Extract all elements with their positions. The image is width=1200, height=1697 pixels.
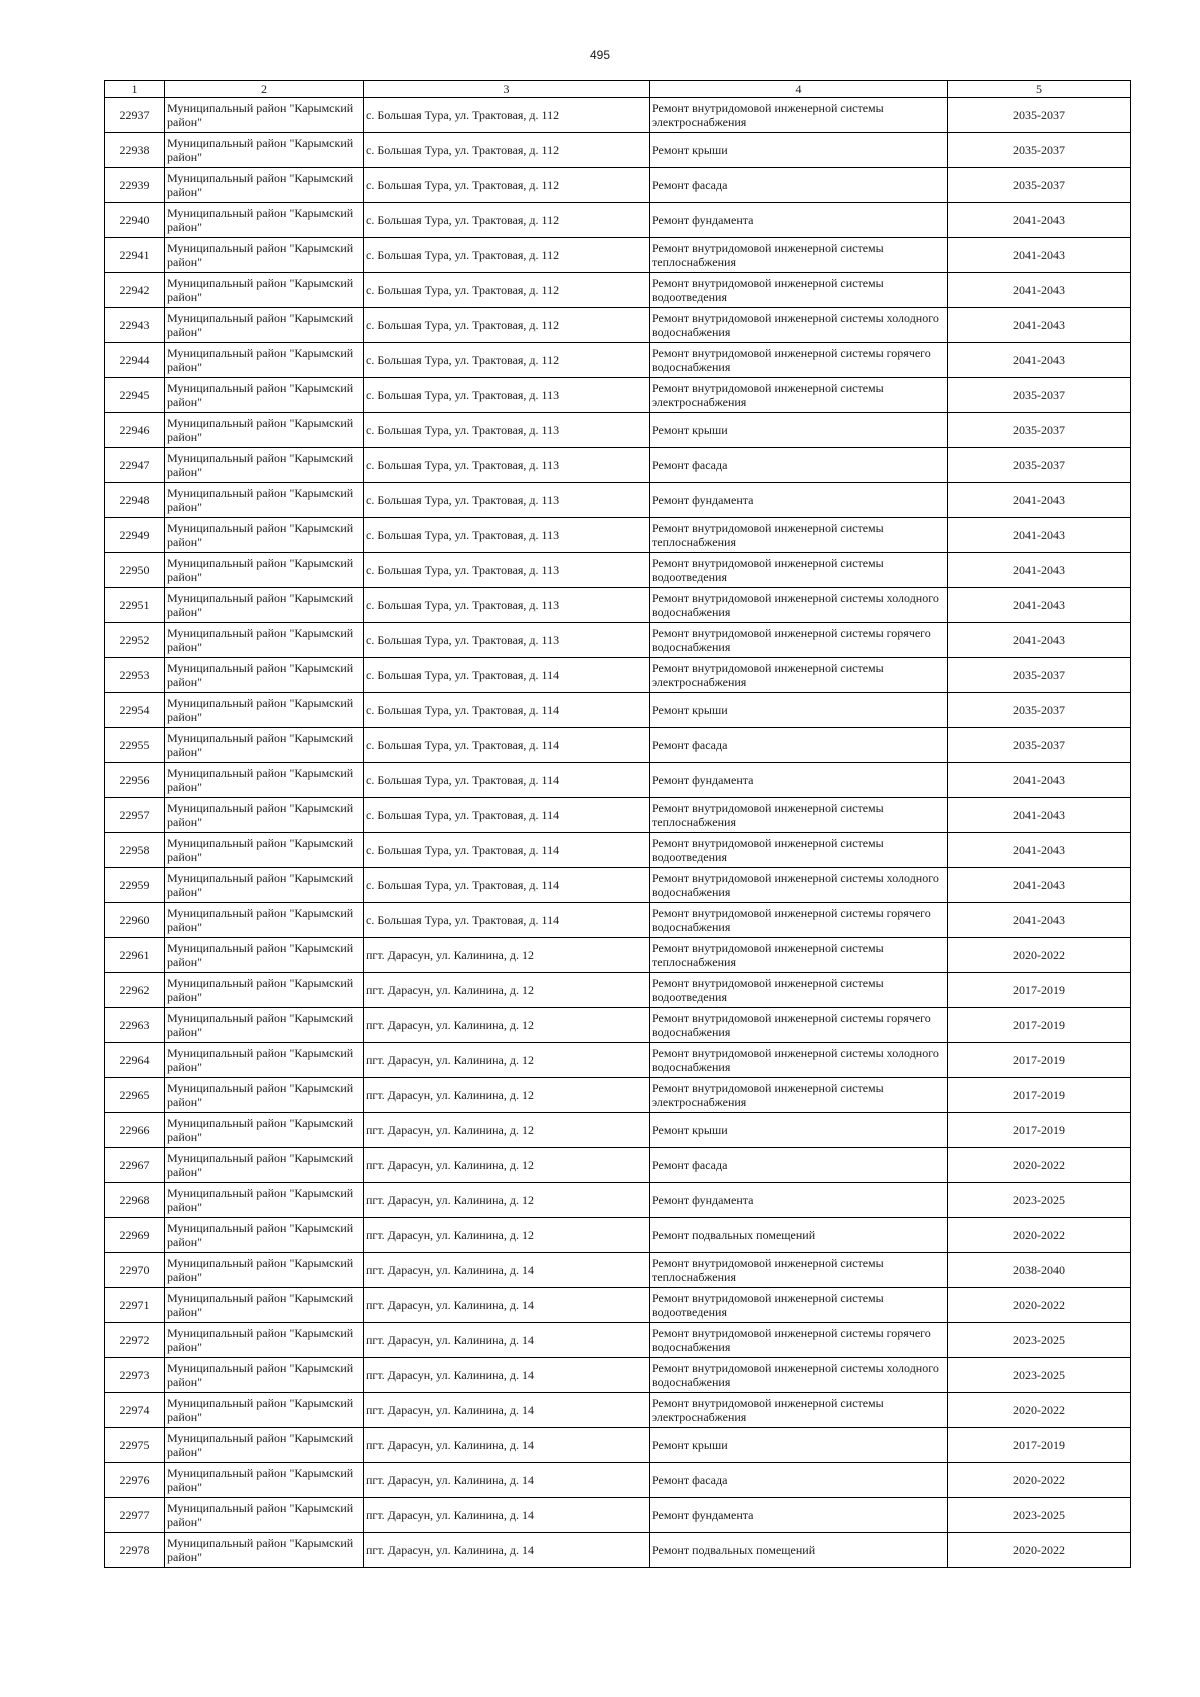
address-cell: пгт. Дарасун, ул. Калинина, д. 12 bbox=[364, 1148, 650, 1183]
district-cell: Муниципальный район "Карымский район" bbox=[165, 973, 364, 1008]
district-cell: Муниципальный район "Карымский район" bbox=[165, 98, 364, 133]
table-row bbox=[105, 693, 1131, 728]
district-cell: Муниципальный район "Карымский район" bbox=[165, 1148, 364, 1183]
table-row bbox=[105, 903, 1131, 938]
district-cell: Муниципальный район "Карымский район" bbox=[165, 203, 364, 238]
row-number: 22978 bbox=[105, 1533, 165, 1568]
work-type-cell: Ремонт фундамента bbox=[650, 1498, 948, 1533]
address-cell: пгт. Дарасун, ул. Калинина, д. 14 bbox=[364, 1428, 650, 1463]
work-type-cell: Ремонт внутридомовой инженерной системы горячего водоснабжения bbox=[650, 623, 948, 658]
table-row bbox=[105, 203, 1131, 238]
work-type-cell: Ремонт внутридомовой инженерной системы холодного водоснабжения bbox=[650, 1043, 948, 1078]
period-cell: 2035-2037 bbox=[948, 448, 1131, 483]
period-cell: 2023-2025 bbox=[948, 1183, 1131, 1218]
period-cell: 2041-2043 bbox=[948, 238, 1131, 273]
work-type-cell: Ремонт внутридомовой инженерной системы электроснабжения bbox=[650, 1393, 948, 1428]
district-cell: Муниципальный район "Карымский район" bbox=[165, 798, 364, 833]
district-cell: Муниципальный район "Карымский район" bbox=[165, 903, 364, 938]
table-row bbox=[105, 1183, 1131, 1218]
district-cell: Муниципальный район "Карымский район" bbox=[165, 868, 364, 903]
district-cell: Муниципальный район "Карымский район" bbox=[165, 518, 364, 553]
period-cell: 2041-2043 bbox=[948, 588, 1131, 623]
table-row bbox=[105, 1218, 1131, 1253]
work-type-cell: Ремонт внутридомовой инженерной системы теплоснабжения bbox=[650, 518, 948, 553]
work-type-cell: Ремонт фасада bbox=[650, 1463, 948, 1498]
table-row bbox=[105, 308, 1131, 343]
table-row bbox=[105, 588, 1131, 623]
address-cell: с. Большая Тура, ул. Трактовая, д. 112 bbox=[364, 273, 650, 308]
column-header: 3 bbox=[364, 81, 650, 98]
row-number: 22945 bbox=[105, 378, 165, 413]
row-number: 22968 bbox=[105, 1183, 165, 1218]
work-type-cell: Ремонт внутридомовой инженерной системы холодного водоснабжения bbox=[650, 308, 948, 343]
district-cell: Муниципальный район "Карымский район" bbox=[165, 133, 364, 168]
work-type-cell: Ремонт внутридомовой инженерной системы водоотведения bbox=[650, 553, 948, 588]
address-cell: пгт. Дарасун, ул. Калинина, д. 14 bbox=[364, 1498, 650, 1533]
period-cell: 2035-2037 bbox=[948, 133, 1131, 168]
row-number: 22949 bbox=[105, 518, 165, 553]
period-cell: 2020-2022 bbox=[948, 1463, 1131, 1498]
district-cell: Муниципальный район "Карымский район" bbox=[165, 1533, 364, 1568]
row-number: 22950 bbox=[105, 553, 165, 588]
period-cell: 2017-2019 bbox=[948, 1428, 1131, 1463]
table-row bbox=[105, 833, 1131, 868]
row-number: 22972 bbox=[105, 1323, 165, 1358]
period-cell: 2020-2022 bbox=[948, 1218, 1131, 1253]
row-number: 22961 bbox=[105, 938, 165, 973]
district-cell: Муниципальный район "Карымский район" bbox=[165, 238, 364, 273]
district-cell: Муниципальный район "Карымский район" bbox=[165, 448, 364, 483]
address-cell: с. Большая Тура, ул. Трактовая, д. 112 bbox=[364, 98, 650, 133]
column-header: 2 bbox=[165, 81, 364, 98]
period-cell: 2023-2025 bbox=[948, 1323, 1131, 1358]
period-cell: 2020-2022 bbox=[948, 938, 1131, 973]
row-number: 22970 bbox=[105, 1253, 165, 1288]
period-cell: 2020-2022 bbox=[948, 1393, 1131, 1428]
district-cell: Муниципальный район "Карымский район" bbox=[165, 833, 364, 868]
work-type-cell: Ремонт внутридомовой инженерной системы горячего водоснабжения bbox=[650, 1323, 948, 1358]
row-number: 22971 bbox=[105, 1288, 165, 1323]
row-number: 22965 bbox=[105, 1078, 165, 1113]
period-cell: 2023-2025 bbox=[948, 1498, 1131, 1533]
address-cell: пгт. Дарасун, ул. Калинина, д. 14 bbox=[364, 1533, 650, 1568]
district-cell: Муниципальный район "Карымский район" bbox=[165, 728, 364, 763]
work-type-cell: Ремонт внутридомовой инженерной системы теплоснабжения bbox=[650, 238, 948, 273]
registry-table bbox=[104, 80, 1131, 1568]
table-row bbox=[105, 1323, 1131, 1358]
period-cell: 2041-2043 bbox=[948, 273, 1131, 308]
table-row bbox=[105, 1008, 1131, 1043]
period-cell: 2041-2043 bbox=[948, 623, 1131, 658]
work-type-cell: Ремонт крыши bbox=[650, 1428, 948, 1463]
work-type-cell: Ремонт подвальных помещений bbox=[650, 1218, 948, 1253]
district-cell: Муниципальный район "Карымский район" bbox=[165, 343, 364, 378]
address-cell: с. Большая Тура, ул. Трактовая, д. 114 bbox=[364, 658, 650, 693]
row-number: 22975 bbox=[105, 1428, 165, 1463]
table-row bbox=[105, 553, 1131, 588]
table-row bbox=[105, 133, 1131, 168]
work-type-cell: Ремонт внутридомовой инженерной системы водоотведения bbox=[650, 833, 948, 868]
district-cell: Муниципальный район "Карымский район" bbox=[165, 1008, 364, 1043]
address-cell: с. Большая Тура, ул. Трактовая, д. 113 bbox=[364, 378, 650, 413]
work-type-cell: Ремонт внутридомовой инженерной системы электроснабжения bbox=[650, 98, 948, 133]
row-number: 22944 bbox=[105, 343, 165, 378]
row-number: 22943 bbox=[105, 308, 165, 343]
work-type-cell: Ремонт фундамента bbox=[650, 1183, 948, 1218]
row-number: 22967 bbox=[105, 1148, 165, 1183]
row-number: 22969 bbox=[105, 1218, 165, 1253]
column-header: 1 bbox=[105, 81, 165, 98]
period-cell: 2041-2043 bbox=[948, 553, 1131, 588]
row-number: 22962 bbox=[105, 973, 165, 1008]
address-cell: с. Большая Тура, ул. Трактовая, д. 113 bbox=[364, 518, 650, 553]
row-number: 22955 bbox=[105, 728, 165, 763]
table-row bbox=[105, 763, 1131, 798]
period-cell: 2035-2037 bbox=[948, 378, 1131, 413]
district-cell: Муниципальный район "Карымский район" bbox=[165, 553, 364, 588]
row-number: 22973 bbox=[105, 1358, 165, 1393]
district-cell: Муниципальный район "Карымский район" bbox=[165, 168, 364, 203]
address-cell: пгт. Дарасун, ул. Калинина, д. 12 bbox=[364, 938, 650, 973]
period-cell: 2041-2043 bbox=[948, 798, 1131, 833]
column-header: 4 bbox=[650, 81, 948, 98]
work-type-cell: Ремонт фундамента bbox=[650, 763, 948, 798]
district-cell: Муниципальный район "Карымский район" bbox=[165, 1393, 364, 1428]
district-cell: Муниципальный район "Карымский район" bbox=[165, 1183, 364, 1218]
period-cell: 2038-2040 bbox=[948, 1253, 1131, 1288]
address-cell: с. Большая Тура, ул. Трактовая, д. 112 bbox=[364, 238, 650, 273]
work-type-cell: Ремонт крыши bbox=[650, 413, 948, 448]
row-number: 22977 bbox=[105, 1498, 165, 1533]
row-number: 22941 bbox=[105, 238, 165, 273]
district-cell: Муниципальный район "Карымский район" bbox=[165, 1253, 364, 1288]
period-cell: 2041-2043 bbox=[948, 483, 1131, 518]
table-row bbox=[105, 868, 1131, 903]
district-cell: Муниципальный район "Карымский район" bbox=[165, 1078, 364, 1113]
column-header: 5 bbox=[948, 81, 1131, 98]
work-type-cell: Ремонт внутридомовой инженерной системы теплоснабжения bbox=[650, 938, 948, 973]
work-type-cell: Ремонт внутридомовой инженерной системы водоотведения bbox=[650, 1288, 948, 1323]
district-cell: Муниципальный район "Карымский район" bbox=[165, 483, 364, 518]
work-type-cell: Ремонт внутридомовой инженерной системы теплоснабжения bbox=[650, 798, 948, 833]
address-cell: с. Большая Тура, ул. Трактовая, д. 112 bbox=[364, 308, 650, 343]
district-cell: Муниципальный район "Карымский район" bbox=[165, 1498, 364, 1533]
work-type-cell: Ремонт фасада bbox=[650, 168, 948, 203]
district-cell: Муниципальный район "Карымский район" bbox=[165, 1218, 364, 1253]
period-cell: 2035-2037 bbox=[948, 728, 1131, 763]
district-cell: Муниципальный район "Карымский район" bbox=[165, 623, 364, 658]
address-cell: с. Большая Тура, ул. Трактовая, д. 114 bbox=[364, 868, 650, 903]
address-cell: пгт. Дарасун, ул. Калинина, д. 14 bbox=[364, 1393, 650, 1428]
row-number: 22946 bbox=[105, 413, 165, 448]
row-number: 22964 bbox=[105, 1043, 165, 1078]
header-row bbox=[105, 81, 1131, 98]
address-cell: с. Большая Тура, ул. Трактовая, д. 112 bbox=[364, 343, 650, 378]
district-cell: Муниципальный район "Карымский район" bbox=[165, 1323, 364, 1358]
table-row bbox=[105, 798, 1131, 833]
district-cell: Муниципальный район "Карымский район" bbox=[165, 1358, 364, 1393]
table-row bbox=[105, 1078, 1131, 1113]
address-cell: с. Большая Тура, ул. Трактовая, д. 112 bbox=[364, 133, 650, 168]
district-cell: Муниципальный район "Карымский район" bbox=[165, 413, 364, 448]
district-cell: Муниципальный район "Карымский район" bbox=[165, 1428, 364, 1463]
district-cell: Муниципальный район "Карымский район" bbox=[165, 658, 364, 693]
work-type-cell: Ремонт внутридомовой инженерной системы горячего водоснабжения bbox=[650, 343, 948, 378]
address-cell: с. Большая Тура, ул. Трактовая, д. 113 bbox=[364, 588, 650, 623]
work-type-cell: Ремонт фасада bbox=[650, 728, 948, 763]
work-type-cell: Ремонт фундамента bbox=[650, 203, 948, 238]
table-row bbox=[105, 413, 1131, 448]
table-row bbox=[105, 378, 1131, 413]
row-number: 22951 bbox=[105, 588, 165, 623]
table-row bbox=[105, 1113, 1131, 1148]
work-type-cell: Ремонт фасада bbox=[650, 448, 948, 483]
work-type-cell: Ремонт внутридомовой инженерной системы холодного водоснабжения bbox=[650, 1358, 948, 1393]
period-cell: 2017-2019 bbox=[948, 1078, 1131, 1113]
address-cell: с. Большая Тура, ул. Трактовая, д. 113 bbox=[364, 413, 650, 448]
work-type-cell: Ремонт крыши bbox=[650, 693, 948, 728]
address-cell: пгт. Дарасун, ул. Калинина, д. 14 bbox=[364, 1358, 650, 1393]
district-cell: Муниципальный район "Карымский район" bbox=[165, 1288, 364, 1323]
address-cell: пгт. Дарасун, ул. Калинина, д. 12 bbox=[364, 1043, 650, 1078]
period-cell: 2041-2043 bbox=[948, 903, 1131, 938]
period-cell: 2020-2022 bbox=[948, 1148, 1131, 1183]
period-cell: 2041-2043 bbox=[948, 868, 1131, 903]
table-row bbox=[105, 343, 1131, 378]
period-cell: 2041-2043 bbox=[948, 518, 1131, 553]
work-type-cell: Ремонт внутридомовой инженерной системы теплоснабжения bbox=[650, 1253, 948, 1288]
table-row bbox=[105, 1358, 1131, 1393]
table-row bbox=[105, 973, 1131, 1008]
address-cell: с. Большая Тура, ул. Трактовая, д. 113 bbox=[364, 623, 650, 658]
address-cell: пгт. Дарасун, ул. Калинина, д. 12 bbox=[364, 1008, 650, 1043]
row-number: 22966 bbox=[105, 1113, 165, 1148]
period-cell: 2023-2025 bbox=[948, 1358, 1131, 1393]
row-number: 22963 bbox=[105, 1008, 165, 1043]
period-cell: 2041-2043 bbox=[948, 343, 1131, 378]
address-cell: пгт. Дарасун, ул. Калинина, д. 14 bbox=[364, 1323, 650, 1358]
address-cell: пгт. Дарасун, ул. Калинина, д. 14 bbox=[364, 1288, 650, 1323]
district-cell: Муниципальный район "Карымский район" bbox=[165, 378, 364, 413]
table-row bbox=[105, 1288, 1131, 1323]
address-cell: с. Большая Тура, ул. Трактовая, д. 114 bbox=[364, 763, 650, 798]
address-cell: пгт. Дарасун, ул. Калинина, д. 12 bbox=[364, 1218, 650, 1253]
row-number: 22957 bbox=[105, 798, 165, 833]
address-cell: с. Большая Тура, ул. Трактовая, д. 113 bbox=[364, 448, 650, 483]
period-cell: 2020-2022 bbox=[948, 1533, 1131, 1568]
address-cell: пгт. Дарасун, ул. Калинина, д. 14 bbox=[364, 1463, 650, 1498]
period-cell: 2017-2019 bbox=[948, 973, 1131, 1008]
address-cell: с. Большая Тура, ул. Трактовая, д. 113 bbox=[364, 553, 650, 588]
page-number: 495 bbox=[589, 48, 611, 62]
work-type-cell: Ремонт внутридомовой инженерной системы горячего водоснабжения bbox=[650, 1008, 948, 1043]
row-number: 22960 bbox=[105, 903, 165, 938]
row-number: 22940 bbox=[105, 203, 165, 238]
period-cell: 2017-2019 bbox=[948, 1008, 1131, 1043]
table-row bbox=[105, 1148, 1131, 1183]
district-cell: Муниципальный район "Карымский район" bbox=[165, 273, 364, 308]
address-cell: пгт. Дарасун, ул. Калинина, д. 12 bbox=[364, 1113, 650, 1148]
row-number: 22948 bbox=[105, 483, 165, 518]
district-cell: Муниципальный район "Карымский район" bbox=[165, 763, 364, 798]
address-cell: с. Большая Тура, ул. Трактовая, д. 114 bbox=[364, 728, 650, 763]
period-cell: 2017-2019 bbox=[948, 1043, 1131, 1078]
row-number: 22942 bbox=[105, 273, 165, 308]
period-cell: 2035-2037 bbox=[948, 98, 1131, 133]
address-cell: с. Большая Тура, ул. Трактовая, д. 114 bbox=[364, 833, 650, 868]
district-cell: Муниципальный район "Карымский район" bbox=[165, 938, 364, 973]
row-number: 22954 bbox=[105, 693, 165, 728]
district-cell: Муниципальный район "Карымский район" bbox=[165, 1043, 364, 1078]
table-row bbox=[105, 1253, 1131, 1288]
table-row bbox=[105, 238, 1131, 273]
period-cell: 2020-2022 bbox=[948, 1288, 1131, 1323]
row-number: 22937 bbox=[105, 98, 165, 133]
table-row bbox=[105, 623, 1131, 658]
table-row bbox=[105, 98, 1131, 133]
district-cell: Муниципальный район "Карымский район" bbox=[165, 1463, 364, 1498]
table-row bbox=[105, 1043, 1131, 1078]
row-number: 22938 bbox=[105, 133, 165, 168]
address-cell: с. Большая Тура, ул. Трактовая, д. 114 bbox=[364, 693, 650, 728]
table-row bbox=[105, 658, 1131, 693]
period-cell: 2035-2037 bbox=[948, 693, 1131, 728]
work-type-cell: Ремонт внутридомовой инженерной системы водоотведения bbox=[650, 273, 948, 308]
period-cell: 2041-2043 bbox=[948, 308, 1131, 343]
row-number: 22956 bbox=[105, 763, 165, 798]
row-number: 22947 bbox=[105, 448, 165, 483]
row-number: 22959 bbox=[105, 868, 165, 903]
address-cell: пгт. Дарасун, ул. Калинина, д. 12 bbox=[364, 1183, 650, 1218]
address-cell: с. Большая Тура, ул. Трактовая, д. 112 bbox=[364, 168, 650, 203]
address-cell: с. Большая Тура, ул. Трактовая, д. 113 bbox=[364, 483, 650, 518]
table-row bbox=[105, 938, 1131, 973]
work-type-cell: Ремонт внутридомовой инженерной системы холодного водоснабжения bbox=[650, 588, 948, 623]
period-cell: 2035-2037 bbox=[948, 413, 1131, 448]
work-type-cell: Ремонт фасада bbox=[650, 1148, 948, 1183]
table-row bbox=[105, 1393, 1131, 1428]
table-row bbox=[105, 1533, 1131, 1568]
table-row bbox=[105, 483, 1131, 518]
address-cell: с. Большая Тура, ул. Трактовая, д. 114 bbox=[364, 798, 650, 833]
row-number: 22952 bbox=[105, 623, 165, 658]
work-type-cell: Ремонт крыши bbox=[650, 1113, 948, 1148]
address-cell: с. Большая Тура, ул. Трактовая, д. 112 bbox=[364, 203, 650, 238]
table-row bbox=[105, 1428, 1131, 1463]
period-cell: 2041-2043 bbox=[948, 763, 1131, 798]
district-cell: Муниципальный район "Карымский район" bbox=[165, 588, 364, 623]
district-cell: Муниципальный район "Карымский район" bbox=[165, 308, 364, 343]
row-number: 22974 bbox=[105, 1393, 165, 1428]
work-type-cell: Ремонт внутридомовой инженерной системы холодного водоснабжения bbox=[650, 868, 948, 903]
row-number: 22953 bbox=[105, 658, 165, 693]
address-cell: пгт. Дарасун, ул. Калинина, д. 12 bbox=[364, 1078, 650, 1113]
period-cell: 2035-2037 bbox=[948, 168, 1131, 203]
period-cell: 2035-2037 bbox=[948, 658, 1131, 693]
table-row bbox=[105, 518, 1131, 553]
table-row bbox=[105, 273, 1131, 308]
period-cell: 2017-2019 bbox=[948, 1113, 1131, 1148]
work-type-cell: Ремонт крыши bbox=[650, 133, 948, 168]
row-number: 22958 bbox=[105, 833, 165, 868]
work-type-cell: Ремонт внутридомовой инженерной системы электроснабжения bbox=[650, 658, 948, 693]
work-type-cell: Ремонт внутридомовой инженерной системы электроснабжения bbox=[650, 1078, 948, 1113]
table-row bbox=[105, 448, 1131, 483]
work-type-cell: Ремонт внутридомовой инженерной системы электроснабжения bbox=[650, 378, 948, 413]
work-type-cell: Ремонт внутридомовой инженерной системы горячего водоснабжения bbox=[650, 903, 948, 938]
period-cell: 2041-2043 bbox=[948, 203, 1131, 238]
row-number: 22976 bbox=[105, 1463, 165, 1498]
row-number: 22939 bbox=[105, 168, 165, 203]
work-type-cell: Ремонт подвальных помещений bbox=[650, 1533, 948, 1568]
table-row bbox=[105, 1498, 1131, 1533]
table-row bbox=[105, 168, 1131, 203]
district-cell: Муниципальный район "Карымский район" bbox=[165, 693, 364, 728]
table-row bbox=[105, 728, 1131, 763]
address-cell: пгт. Дарасун, ул. Калинина, д. 12 bbox=[364, 973, 650, 1008]
work-type-cell: Ремонт внутридомовой инженерной системы водоотведения bbox=[650, 973, 948, 1008]
address-cell: с. Большая Тура, ул. Трактовая, д. 114 bbox=[364, 903, 650, 938]
period-cell: 2041-2043 bbox=[948, 833, 1131, 868]
table-row bbox=[105, 1463, 1131, 1498]
work-type-cell: Ремонт фундамента bbox=[650, 483, 948, 518]
district-cell: Муниципальный район "Карымский район" bbox=[165, 1113, 364, 1148]
table-body bbox=[105, 98, 1131, 1568]
address-cell: пгт. Дарасун, ул. Калинина, д. 14 bbox=[364, 1253, 650, 1288]
